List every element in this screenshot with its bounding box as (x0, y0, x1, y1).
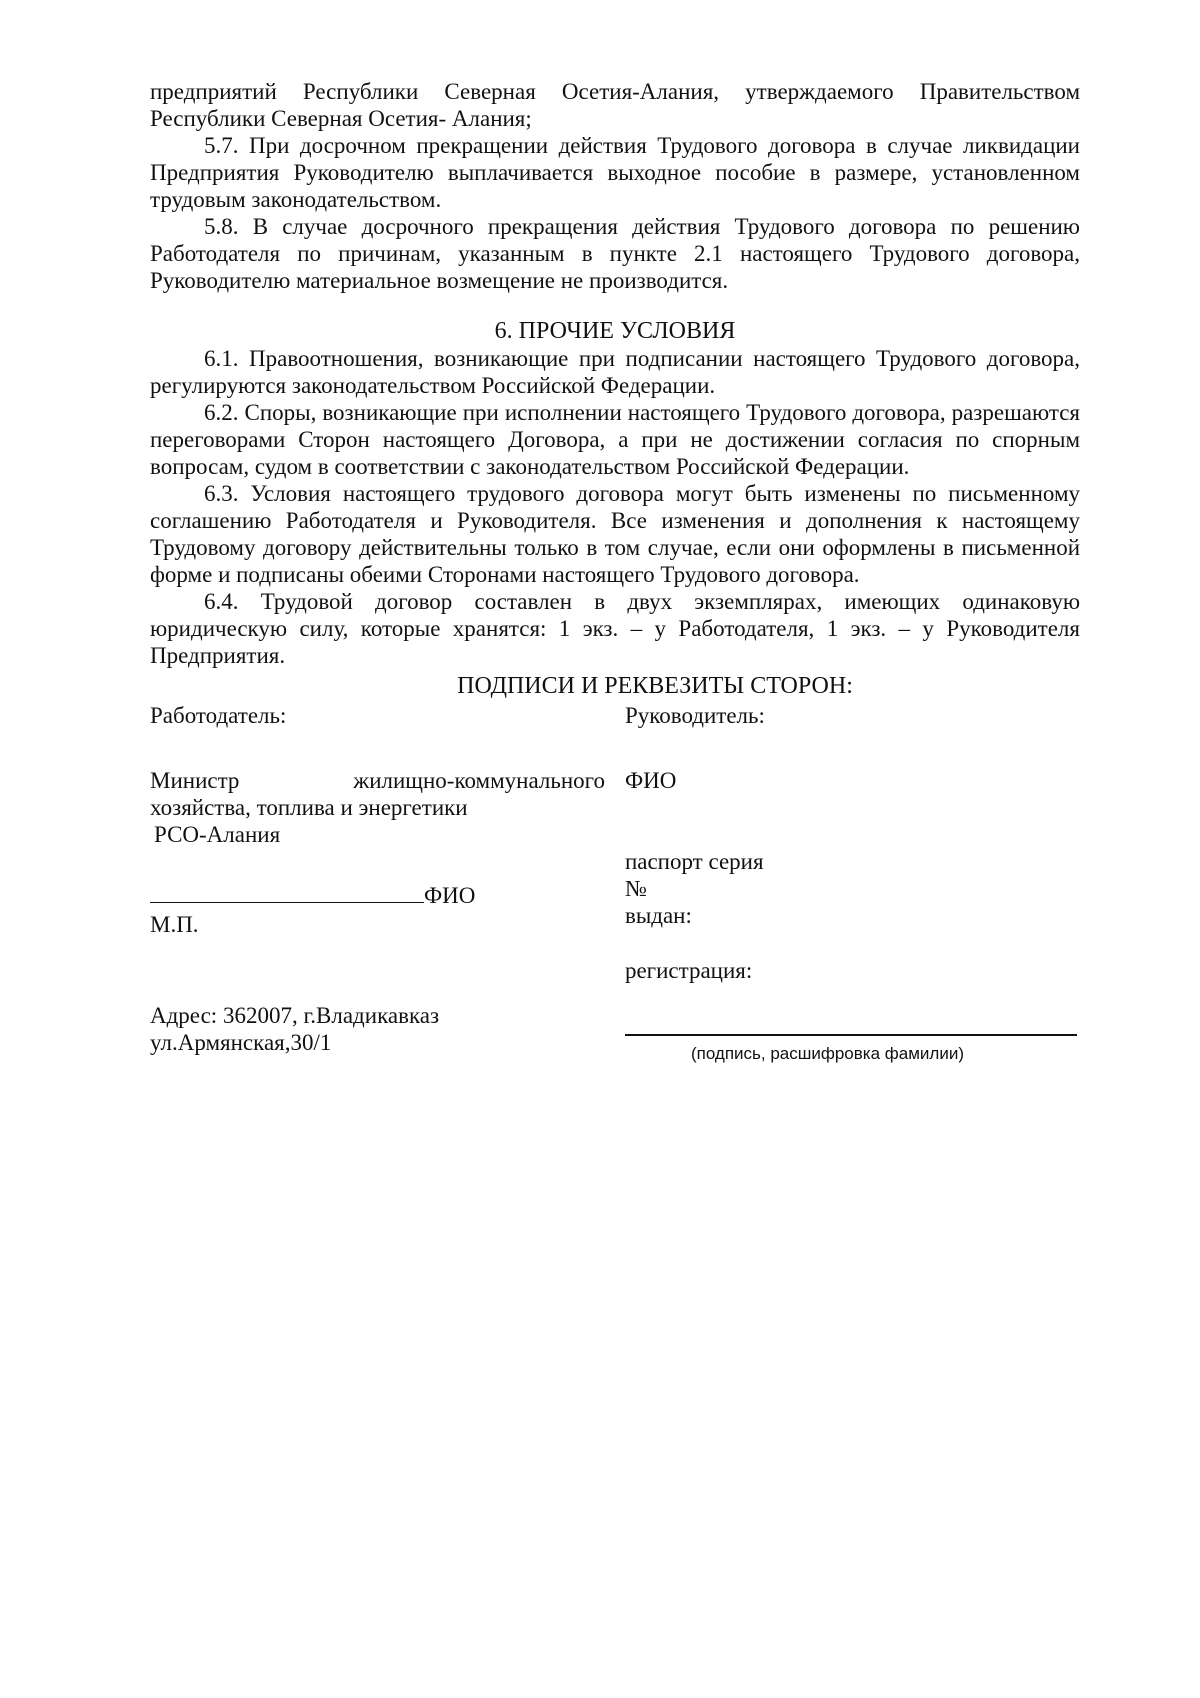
passport-number: № (624, 876, 647, 901)
paragraph-6-4: 6.4. Трудовой договор составлен в двух экземплярах, имеющих одинаковую юридическую силу, которые хранятся: 1 экз. – у Работодателя, 1 экз. – у Руководителя Предприятия. (150, 589, 1080, 668)
passport-issued: выдан: (624, 903, 692, 928)
employer-address-line2: ул.Армянская,30/1 (150, 1030, 332, 1055)
manager-signature-line (625, 1034, 1077, 1036)
passport-series: паспорт серия (624, 849, 764, 874)
employer-position-word1: Министр (150, 768, 240, 793)
paragraph-5-8: 5.8. В случае досрочного прекращения действия Трудового договора по решению Работодателя по причинам, указанным в пункте 2.1 настоящего Трудового договора, Руководителю материальное возмещение не производится. (150, 214, 1080, 293)
paragraph-5-7: 5.7. При досрочном прекращении действия Трудового договора в случае ликвидации Предприятия Руководителю выплачивается выходное пособие в размере, установленном трудовым законодательством. (150, 133, 1080, 212)
manager-fio: ФИО (624, 768, 677, 793)
employer-address-line1: Адрес: 362007, г.Владикавказ (150, 1003, 440, 1028)
paragraph-6-2: 6.2. Споры, возникающие при исполнении настоящего Трудового договора, разрешаются переговорами Сторон настоящего Договора, а при не достижении согласия по спорным вопросам, судом в соответствии с законодательством Российской Федерации. (150, 400, 1080, 479)
manager-label: Руководитель: (624, 703, 765, 728)
employer-position-line1 (150, 767, 605, 794)
employer-signature-line (150, 880, 424, 903)
employer-position-line3: РСО-Алания (154, 822, 281, 847)
employer-fio: ФИО (424, 883, 476, 908)
employer-position-word2: жилищно-коммунального (353, 768, 605, 793)
signature-caption: (подпись, расшифровка фамилии) (690, 1044, 964, 1063)
registration: регистрация: (624, 958, 753, 983)
manager-column (615, 702, 1080, 1067)
employer-signature-row (150, 880, 615, 909)
document-page (150, 78, 1080, 1067)
employer-position-line2: хозяйства, топлива и энергетики (150, 795, 468, 820)
signatures-title: ПОДПИСИ И РЕКВЕЗИТЫ СТОРОН: (457, 673, 853, 699)
employer-label: Работодатель: (150, 703, 287, 728)
stamp-label: М.П. (150, 912, 199, 937)
section-6-title: 6. ПРОЧИЕ УСЛОВИЯ (494, 318, 736, 344)
paragraph-6-3: 6.3. Условия настоящего трудового договора могут быть изменены по письменному соглашению Работодателя и Руководителя. Все изменения и дополнения к настоящему Трудовому договору действительны только в том случае, если они оформлены в письменной форме и подписаны обеими Сторонами настоящего Трудового договора. (150, 481, 1080, 587)
signatures-block (150, 702, 1080, 1067)
employer-column (150, 702, 615, 1067)
paragraph-continuation: предприятий Республики Северная Осетия-Алания, утверждаемого Правительством Республики Северная Осетия- Алания; (150, 79, 1080, 131)
paragraph-6-1: 6.1. Правоотношения, возникающие при подписании настоящего Трудового договора, регулируются законодательством Российской Федерации. (150, 346, 1080, 398)
